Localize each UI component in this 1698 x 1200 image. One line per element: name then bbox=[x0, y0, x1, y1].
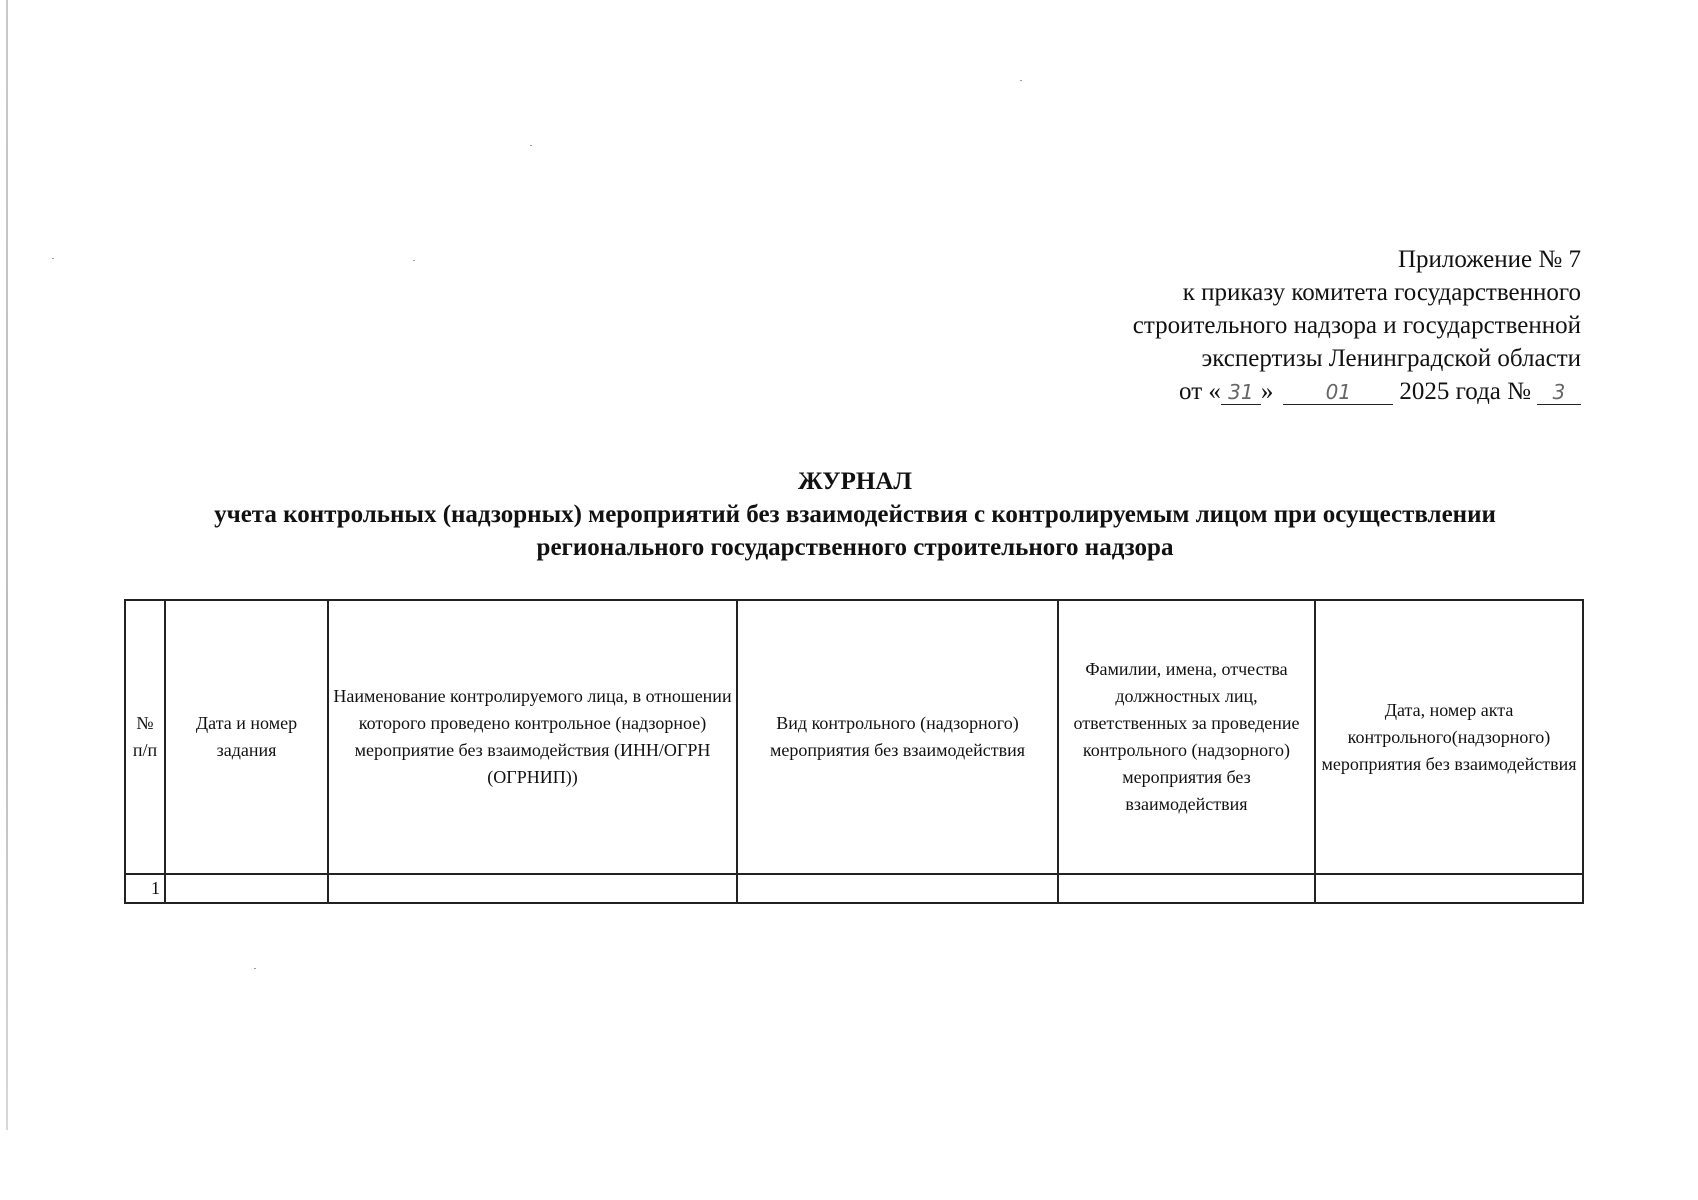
handwritten-day: 31 bbox=[1221, 380, 1261, 405]
handwritten-number: 3 bbox=[1537, 380, 1581, 405]
table-cell bbox=[1315, 874, 1583, 903]
date-mid: » bbox=[1260, 378, 1274, 405]
appendix-line: к приказу комитета государственного bbox=[1182, 279, 1581, 306]
scan-speck bbox=[254, 968, 256, 969]
table-cell bbox=[328, 874, 737, 903]
year-text: 2025 года № bbox=[1399, 378, 1531, 405]
handwritten-month: 01 bbox=[1283, 380, 1393, 405]
title-line: регионального государственного строительного надзора bbox=[536, 534, 1174, 561]
scan-speck bbox=[52, 258, 54, 259]
column-header-activity-type: Вид контрольного (надзорного) мероприятия без взаимодействия bbox=[737, 600, 1058, 874]
table-cell: 1 bbox=[125, 874, 165, 903]
column-header-number: № п/п bbox=[125, 600, 165, 874]
scan-speck bbox=[530, 145, 532, 146]
table-header-row bbox=[125, 600, 1583, 874]
title-heading: ЖУРНАЛ bbox=[797, 468, 913, 495]
appendix-block bbox=[1133, 243, 1581, 408]
appendix-line: строительного надзора и государственной bbox=[1132, 312, 1581, 339]
column-header-entity: Наименование контролируемого лица, в отношении которого проведено контрольное (надзорное) мероприятие без взаимодействия (ИНН/ОГРН (ОГРНИП)) bbox=[328, 600, 737, 874]
scan-edge bbox=[6, 0, 8, 1130]
column-header-task: Дата и номер задания bbox=[165, 600, 328, 874]
table-cell bbox=[165, 874, 328, 903]
column-header-act: Дата, номер акта контрольного(надзорного) мероприятия без взаимодействия bbox=[1315, 600, 1583, 874]
appendix-date-line bbox=[1133, 375, 1581, 408]
table-row bbox=[125, 874, 1583, 903]
date-prefix: от « bbox=[1179, 378, 1221, 405]
table-cell bbox=[737, 874, 1058, 903]
journal-table bbox=[124, 599, 1584, 904]
appendix-line: Приложение № 7 bbox=[1397, 246, 1581, 273]
scan-speck bbox=[413, 260, 415, 261]
table-cell bbox=[1058, 874, 1315, 903]
title-line: учета контрольных (надзорных) мероприятий без взаимодействия с контролируемым лицом при осуществлении bbox=[214, 501, 1496, 528]
column-header-officials: Фамилии, имена, отчества должностных лиц, ответственных за проведение контрольного (надзорного) мероприятия без взаимодействия bbox=[1058, 600, 1315, 874]
scan-speck bbox=[1020, 80, 1022, 81]
document-title bbox=[120, 465, 1590, 564]
appendix-line: экспертизы Ленинградской области bbox=[1201, 345, 1581, 372]
